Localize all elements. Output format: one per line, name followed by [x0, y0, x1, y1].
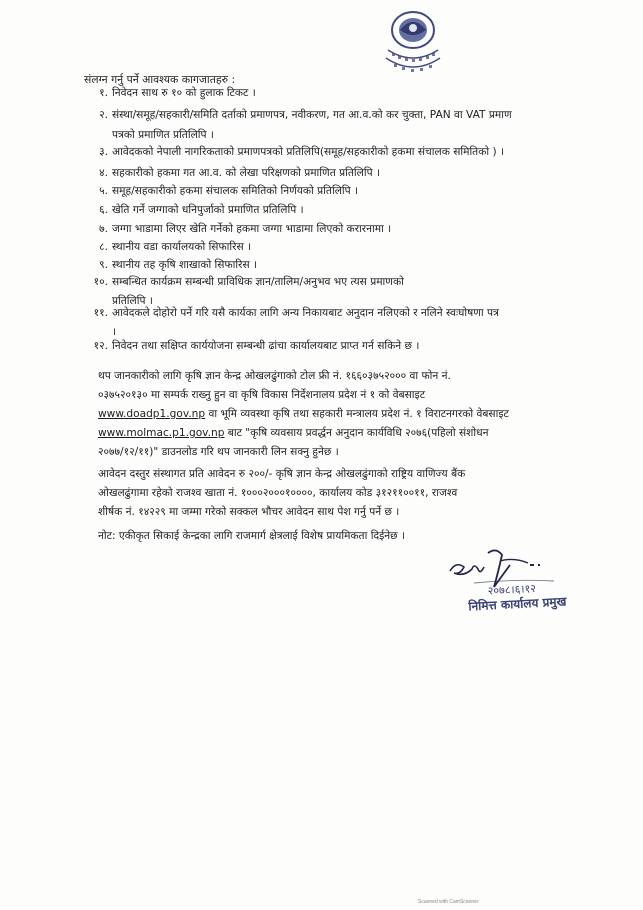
item-text: स्थानीय वडा कार्यालयको सिफारिस ।: [112, 241, 252, 253]
contact-info-paragraph: [98, 367, 568, 462]
item-text: जग्गा भाडामा लिएर खेति गर्नेको हकमा जग्गा भाडामा लिएको करारनामा ।: [112, 223, 392, 235]
item-text: आवेदकको नेपाली नागरिकताको प्रमाणपत्रको प्रतिलिपि(समूह/सहकारीको हकमा संचालक समितिको ) ।: [112, 146, 504, 158]
item-text: संस्था/समूह/सहकारी/समिति दर्ताको प्रमाणपत्र, नवीकरण, गत आ.व.को कर चुक्ता, PAN वा VAT प्रमाण: [112, 109, 512, 121]
item-text-continued: ।: [112, 326, 117, 338]
item-number: ४.: [99, 167, 108, 179]
contact-line: [98, 405, 568, 424]
item-text-continued: पत्रको प्रमाणित प्रतिलिपि ।: [112, 129, 214, 141]
item-number: ५.: [99, 185, 108, 197]
list-item: [72, 275, 572, 309]
signature-date: २०७८।६।१२: [487, 582, 537, 598]
item-number: ९.: [99, 259, 108, 271]
item-number: ६.: [99, 204, 108, 216]
item-number: ३.: [99, 146, 108, 158]
list-item: [72, 86, 572, 101]
fee-line: आवेदन दस्तुर संस्थागत प्रति आवेदन रु २००/- कृषि ज्ञान केन्द्र ओखलढुंगाको राष्ट्रिय वाणिज्य बैंक: [98, 468, 466, 480]
item-number: ११.: [93, 307, 108, 319]
contact-line: [98, 424, 568, 443]
contact-line-text: बाट "कृषि व्यवसाय प्रवर्द्धन अनुदान कार्यविधि २०७६(पहिलो संशोधन: [224, 427, 489, 439]
list-item: [72, 258, 572, 273]
list-item: [72, 108, 572, 143]
list-item: [72, 222, 572, 237]
website-link-doadp1[interactable]: www.doadp1.gov.np: [98, 408, 206, 420]
fee-line: शीर्षक नं. १४२२९ मा जम्मा गरेको सक्कल भौचर आवेदन साथ पेश गर्नु पर्ने छ ।: [98, 506, 400, 518]
note-text: नोट: एकीकृत सिकाई केन्द्रका लागि राजमार्ग क्षेत्रलाई विशेष प्रायमिकता दिईनेछ ।: [98, 530, 405, 542]
item-text: सहकारीको हकमा गत आ.व. को लेखा परिक्षणको प्रमाणित प्रतिलिपि ।: [112, 167, 380, 179]
item-text: निवेदन तथा सक्षिप्त कार्ययोजना सम्बन्धी ढांचा कार्यालयबाट प्राप्त गर्न सकिने छ ।: [112, 340, 420, 352]
list-item: [72, 145, 572, 160]
item-number: ७.: [99, 223, 108, 235]
contact-line: ०३७५२०१३० मा सम्पर्क राख्नु हुन वा कृषि विकास निर्देशनालय प्रदेश नं १ को वेबसाइट: [98, 389, 426, 401]
signature-stamp: [467, 580, 566, 613]
item-number: २.: [99, 109, 108, 121]
fee-paragraph: [98, 465, 568, 522]
item-number: १.: [99, 87, 108, 99]
scanner-watermark: Scanned with CamScanner: [418, 899, 479, 905]
item-text: आवेदकले दोहोरो पर्ने गरि यसै कार्यका लागि अन्य निकायबाट अनुदान नलिएको र नलिने स्वःघोषणा पत्र: [112, 307, 499, 319]
list-item: [72, 184, 572, 199]
list-item: [72, 306, 572, 340]
item-text: निवेदन साथ रु १० को हुलाक टिकट ।: [112, 87, 256, 99]
item-text: स्थानीय तह कृषि शाखाको सिफारिस ।: [112, 259, 257, 271]
signature-title: निमित्त कार्यालय प्रमुख: [468, 594, 567, 614]
item-text: सम्बन्धित कार्यक्रम सम्बन्धी प्राविधिक ज्ञान/तालिम/अनुभव भए त्यस प्रमाणको: [112, 276, 404, 288]
item-text: खेति गर्ने जग्गाको धनिपुर्जाको प्रमाणित प्रतिलिपि ।: [112, 204, 304, 216]
item-text-continued: प्रतिलिपि ।: [112, 295, 153, 307]
item-number: ८.: [99, 241, 108, 253]
contact-line: थप जानकारीको लागि कृषि ज्ञान केन्द्र ओखलढुंगाको टोल फ्री नं. १६६०३७५२००० वा फोन नं.: [98, 370, 451, 382]
list-item: [72, 203, 572, 218]
fee-line: ओखलढुंगामा रहेको राजश्व खाता नं. १०००२०००१००००, कार्यालय कोड ३१२११००११, राजश्व: [98, 487, 458, 499]
item-text: समूह/सहकारीको हकमा संचालक समितिको निर्णयको प्रतिलिपि ।: [112, 185, 359, 197]
list-item: [72, 166, 572, 181]
contact-line: २०७७/१२/११)" डाउनलोड गरि थप जानकारी लिन सक्नु हुनेछ ।: [98, 446, 339, 458]
section-heading: संलग्न गर्नु पर्ने आवश्यक कागजातहरु :: [84, 73, 236, 86]
contact-line-text: वा भूमि व्यवस्था कृषि तथा सहकारी मन्त्रालय प्रदेश नं. १ विराटनगरको वेबसाइट: [205, 408, 509, 420]
website-link-molmac[interactable]: www.molmac.p1.gov.np: [98, 427, 225, 439]
item-number: १२.: [93, 340, 108, 352]
list-item: [72, 240, 572, 255]
government-seal-icon: [378, 6, 448, 84]
list-item: [72, 339, 572, 354]
item-number: १०.: [93, 276, 108, 288]
